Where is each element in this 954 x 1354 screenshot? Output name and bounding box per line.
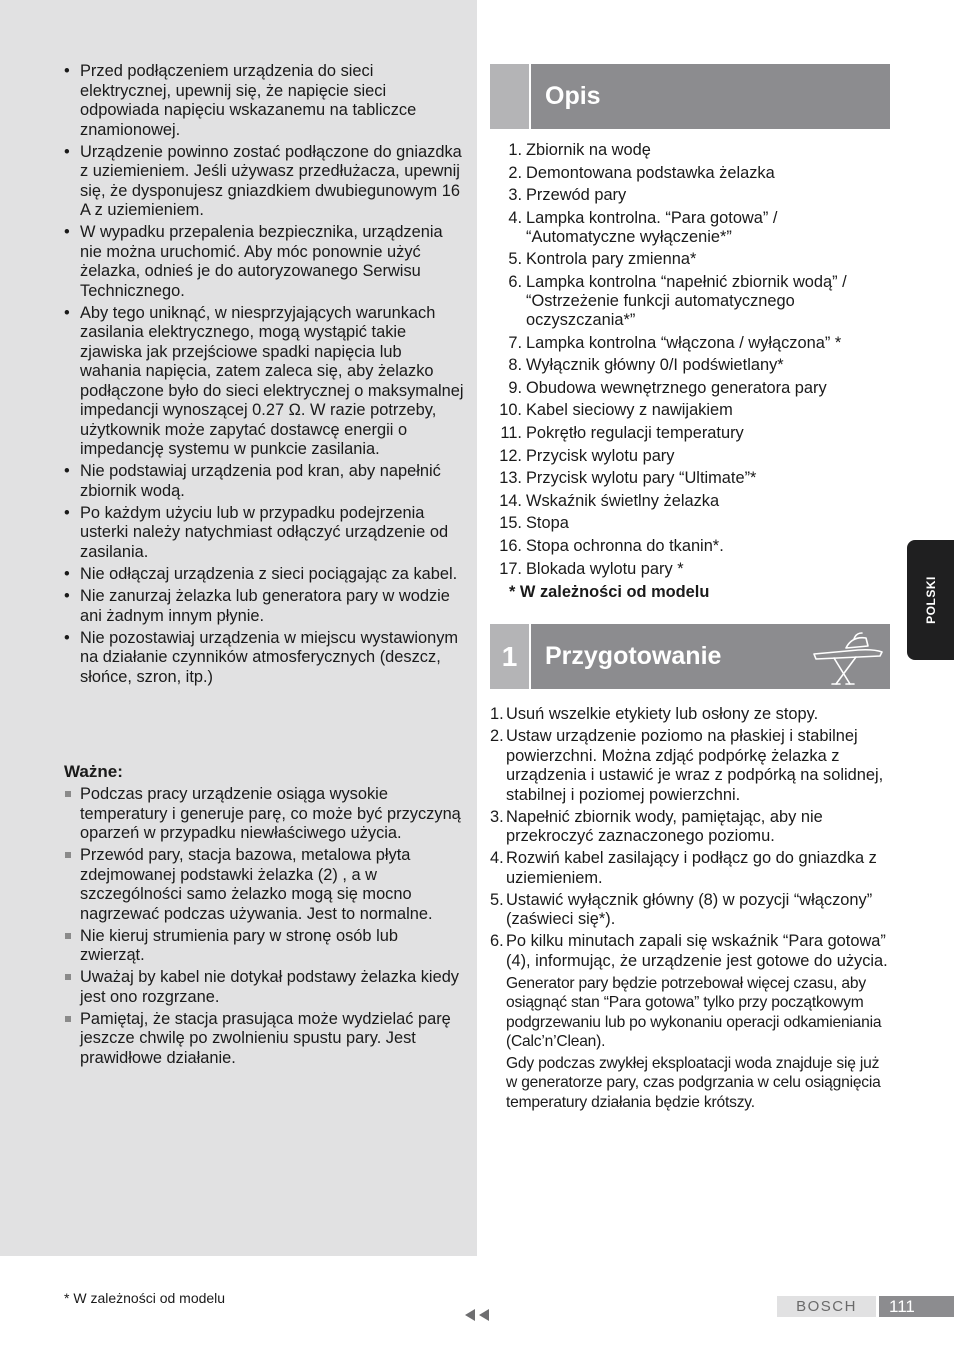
safety-item: • Nie podstawiaj urządzenia pod kran, aby napełnić zbiornik wodą. (64, 462, 466, 501)
parts-list (490, 141, 890, 582)
language-tab-label: POLSKI (923, 576, 938, 624)
item-number: 13. (499, 469, 522, 488)
parts-list-item (490, 469, 890, 488)
section-number-box: 1 (490, 624, 531, 689)
parts-list-item (490, 424, 890, 443)
important-item: Uważaj by kabel nie dotykał podstawy żelazka kiedy jest ono rozgrzane. (64, 968, 466, 1007)
section-number-box (490, 64, 531, 129)
parts-list-item (490, 334, 890, 353)
item-number: 4. (508, 208, 522, 227)
parts-list-item (490, 379, 890, 398)
safety-item: • Nie zanurzaj żelazka lub generatora pary w wodzie ani żadnym innym płynie. (64, 587, 466, 626)
page-number: 111 (879, 1296, 954, 1317)
item-number: 5. (508, 250, 522, 269)
section-title-przygotowanie: Przygotowanie (545, 642, 722, 670)
item-text: Lampka kontrolna “włączona / wyłączona” * (526, 333, 842, 352)
preparation-step (490, 808, 892, 847)
item-number: 7. (508, 333, 522, 352)
safety-list (64, 62, 466, 690)
parts-list-item (490, 186, 890, 205)
parts-list-item (490, 209, 890, 247)
preparation-step (490, 727, 892, 805)
item-text: Pokrętło regulacji temperatury (526, 423, 744, 442)
step-number: 5. (490, 890, 504, 909)
step-body (506, 727, 892, 805)
item-text: Demontowana podstawka żelazka (526, 163, 775, 182)
step-text: Rozwiń kabel zasilający i podłącz go do gniazdka z uziemieniem. (506, 849, 877, 887)
item-number: 16. (499, 536, 522, 555)
preparation-step (490, 891, 892, 930)
item-text: Lampka kontrolna. “Para gotowa” / “Automatyczne wyłączenie*” (526, 208, 778, 246)
item-number: 14. (499, 491, 522, 510)
item-text: Blokada wylotu pary * (526, 559, 684, 578)
item-number: 11. (500, 423, 522, 442)
preparation-step (490, 932, 892, 1112)
parts-list-item (490, 492, 890, 511)
step-text: Ustaw urządzenie poziomo na płaskiej i stabilnej powierzchni. Można zdjąć podpórkę żelazka z urządzenia i ustawić je wraz z podpórką na solidnej, stabilnej i poziomej powierzchni. (506, 727, 884, 804)
step-note: Gdy podczas zwykłej eksploatacji woda znajduje się już w generatorze pary, czas podgrzania w celu osiągnięcia temperatury działania będzie krótszy. (506, 1055, 881, 1111)
important-item: Przewód pary, stacja bazowa, metalowa płyta zdejmowanej podstawki żelazka (2) , a w szczególności samo żelazko mogą się mocno nagrzewać podczas używania. Jest to normalne. (64, 846, 466, 924)
item-number: 3. (508, 186, 522, 205)
item-number: 9. (508, 378, 522, 397)
parts-list-item (490, 164, 890, 183)
item-number: 2. (508, 163, 522, 182)
ironing-board-icon (806, 630, 886, 686)
section-title-opis: Opis (545, 82, 601, 110)
step-body (506, 808, 892, 847)
item-number: 1. (508, 141, 522, 159)
parts-list-item (490, 537, 890, 556)
safety-item: • Po każdym użyciu lub w przypadku podejrzenia usterki należy natychmiast odłączyć urządzenie od zasilania. (64, 504, 466, 563)
parts-list-item (490, 273, 890, 330)
step-body (506, 891, 892, 930)
parts-list-item (490, 447, 890, 466)
item-number: 12. (499, 446, 522, 465)
step-body (506, 932, 892, 1112)
item-text: Kontrola pary zmienna* (526, 250, 697, 269)
item-number: 10. (499, 401, 522, 420)
section-header-przygotowanie (490, 624, 890, 689)
footnote: * W zależności od modelu (64, 1290, 226, 1306)
safety-item: • Nie odłączaj urządzenia z sieci pociągając za kabel. (64, 565, 466, 585)
parts-list-item (490, 356, 890, 375)
safety-item: • Przed podłączeniem urządzenia do sieci elektrycznej, upewnij się, że napięcie sieci odpowiada napięciu wskazanemu na tabliczce znamionowej. (64, 62, 466, 140)
item-text: Kabel sieciowy z nawijakiem (526, 401, 733, 420)
important-heading: Ważne: (64, 762, 123, 781)
step-text: Ustawić wyłącznik główny (8) w pozycji “włączony” (zaświeci się*). (506, 890, 873, 928)
step-number: 4. (490, 849, 504, 867)
item-text: Stopa (526, 514, 569, 533)
safety-item: • W wypadku przepalenia bezpiecznika, urządzenia nie można uruchomić. Aby móc ponownie użyć żelazka, odnieś je do autoryzowanego Serwisu Technicznego. (64, 223, 466, 301)
step-number: 3. (490, 807, 504, 826)
item-number: 8. (508, 356, 522, 375)
item-number: 6. (508, 272, 522, 291)
preparation-step (490, 849, 892, 888)
step-text: Napełnić zbiornik wody, pamiętając, aby nie przekroczyć zaznaczonego poziomu. (506, 807, 823, 845)
step-note: Generator pary będzie potrzebował więcej czasu, aby osiągnąć stan “Para gotowa” tylko przy początkowym podgrzewaniu lub po wykonaniu operacji odkamieniania (Calc’n’Clean). (506, 975, 882, 1050)
parts-list-item (490, 560, 890, 579)
parts-list-item (490, 250, 890, 269)
important-list (64, 785, 466, 1071)
preparation-step (490, 705, 892, 725)
item-text: Lampka kontrolna “napełnić zbiornik wodą” / “Ostrzeżenie funkcji automatycznego oczyszczania*” (526, 272, 847, 329)
step-number: 1. (490, 705, 504, 723)
step-number: 2. (490, 727, 504, 745)
important-item: Podczas pracy urządzenie osiąga wysokie temperatury i generuje parę, co może być przyczyną oparzeń w przypadku niewłaściwego użycia. (64, 785, 466, 844)
item-text: Przycisk wylotu pary “Ultimate”* (526, 469, 757, 488)
item-text: Zbiornik na wodę (526, 141, 651, 159)
item-text: Przycisk wylotu pary (526, 446, 675, 465)
model-note: * W zależności od modelu (509, 583, 710, 601)
parts-list-item (490, 401, 890, 420)
important-item: Nie kieruj strumienia pary w stronę osób lub zwierząt. (64, 927, 466, 966)
language-tab (907, 540, 954, 660)
parts-list-item (490, 514, 890, 533)
safety-item: • Aby tego uniknąć, w niesprzyjających warunkach zasilania elektrycznego, mogą wystąpić takie zjawiska jak przejściowe spadki napięcia lub wahania napięcia, zatem zaleca się, aby żelazko podłączone było do sieci elektrycznej o maksymalnej impedancji wynoszącej 0.27 Ω. W razie potrzeby, użytkownik może zapytać dostawcę energii o impedancję systemu w punkcie zasilania. (64, 304, 466, 460)
item-text: Stopa ochronna do tkanin*. (526, 536, 724, 555)
previous-page-icon[interactable] (463, 1307, 493, 1323)
safety-item: • Urządzenie powinno zostać podłączone do gniazdka z uziemieniem. Jeśli używasz przedłużacza, upewnij się, że dysponujesz gniazdkiem dwubiegunowym 16 A z uziemieniem. (64, 143, 466, 221)
step-text: Usuń wszelkie etykiety lub osłony ze stopy. (506, 705, 819, 723)
item-number: 17. (499, 559, 522, 578)
parts-list-item (490, 141, 890, 160)
important-item: Pamiętaj, że stacja prasująca może wydzielać parę jeszcze chwilę po zwolnieniu spustu pary. Jest prawidłowe działanie. (64, 1010, 466, 1069)
item-text: Wyłącznik główny 0/I podświetlany* (526, 356, 784, 375)
step-text: Po kilku minutach zapali się wskaźnik “Para gotowa” (4), informując, że urządzenie jest gotowe do użycia. (506, 932, 888, 970)
section-header-opis (490, 64, 890, 129)
step-body (506, 849, 892, 888)
item-text: Wskaźnik świetlny żelazka (526, 491, 720, 510)
step-number: 6. (490, 932, 504, 950)
item-text: Obudowa wewnętrznego generatora pary (526, 378, 827, 397)
item-number: 15. (499, 514, 522, 533)
safety-item: • Nie pozostawiaj urządzenia w miejscu wystawionym na działanie czynników atmosferycznych (deszcz, słońce, szron, itp.) (64, 629, 466, 688)
step-body (506, 705, 892, 725)
preparation-steps (490, 705, 892, 1115)
item-text: Przewód pary (526, 186, 627, 205)
brand-label: BOSCH (777, 1296, 876, 1317)
